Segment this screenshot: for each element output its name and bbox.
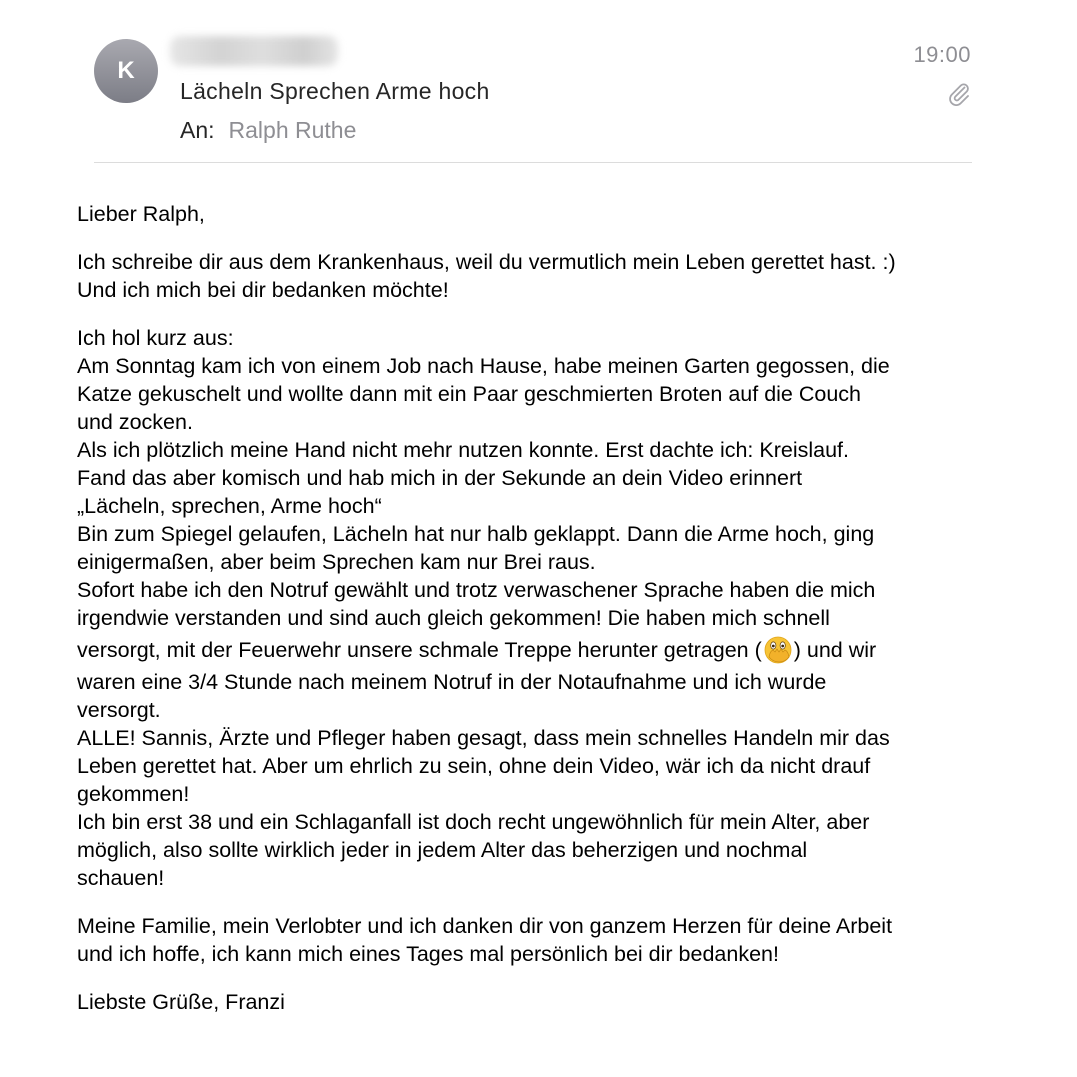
recipient-label: An: — [180, 117, 215, 143]
text-line: Ich bin erst 38 und ein Schlaganfall ist doch recht ungewöhnlich für mein Alter, aber — [77, 810, 870, 834]
paragraph-3 — [77, 912, 1007, 968]
text-line: ALLE! Sannis, Ärzte und Pfleger haben gesagt, dass mein schnelles Handeln mir das — [77, 726, 890, 750]
emoji-line — [77, 632, 1007, 668]
paperclip-icon[interactable] — [946, 80, 972, 106]
text-line: einigermaßen, aber beim Sprechen kam nur Brei raus. — [77, 550, 596, 574]
text-line: Und ich mich bei dir bedanken möchte! — [77, 278, 449, 302]
closing — [77, 988, 1007, 1016]
recipient-name[interactable]: Ralph Ruthe — [228, 117, 357, 143]
text-line: schauen! — [77, 866, 165, 890]
text-line: Leben gerettet hat. Aber um ehrlich zu sein, ohne dein Video, wär ich da nicht drauf — [77, 754, 871, 778]
header-divider — [94, 162, 972, 163]
sender-avatar[interactable]: K — [94, 39, 158, 103]
text-line: möglich, also sollte wirklich jeder in jedem Alter das beherzigen und nochmal — [77, 838, 808, 862]
text-line: Fand das aber komisch und hab mich in der Sekunde an dein Video erinnert — [77, 466, 803, 490]
text-fragment: versorgt, mit der Feuerwehr unsere schmale Treppe herunter getragen ( — [77, 638, 762, 662]
text-line: versorgt. — [77, 698, 161, 722]
recipient-row — [180, 117, 356, 144]
greeting-line: Lieber Ralph, — [77, 202, 205, 226]
paragraph-1 — [77, 248, 1007, 304]
closing-line: Liebste Grüße, Franzi — [77, 990, 285, 1014]
sender-name-blurred — [170, 36, 338, 66]
text-line: Sofort habe ich den Notruf gewählt und trotz verwaschener Sprache haben die mich — [77, 578, 876, 602]
greeting — [77, 200, 1007, 228]
text-line: Ich schreibe dir aus dem Krankenhaus, weil du vermutlich mein Leben gerettet hast. :) — [77, 250, 896, 274]
mail-header — [0, 0, 1077, 170]
text-line: und ich hoffe, ich kann mich eines Tages mal persönlich bei dir bedanken! — [77, 942, 779, 966]
face-with-open-eyes-and-hand-over-mouth-icon — [763, 635, 793, 665]
text-line: Am Sonntag kam ich von einem Job nach Hause, habe meinen Garten gegossen, die — [77, 354, 890, 378]
text-line: „Lächeln, sprechen, Arme hoch“ — [77, 494, 382, 518]
text-fragment: ) und wir — [793, 638, 877, 662]
text-line: irgendwie verstanden und sind auch gleich gekommen! Die haben mich schnell — [77, 606, 830, 630]
text-line: Katze gekuschelt und wollte dann mit ein Paar geschmierten Broten auf die Couch — [77, 382, 862, 406]
text-line: und zocken. — [77, 410, 193, 434]
text-line: Bin zum Spiegel gelaufen, Lächeln hat nur halb geklappt. Dann die Arme hoch, ging — [77, 522, 875, 546]
mail-time: 19:00 — [913, 42, 971, 67]
paragraph-2 — [77, 324, 1007, 892]
text-line: Ich hol kurz aus: — [77, 326, 234, 350]
mail-subject: Lächeln Sprechen Arme hoch — [180, 78, 490, 104]
text-line: gekommen! — [77, 782, 190, 806]
text-line: Meine Familie, mein Verlobter und ich danken dir von ganzem Herzen für deine Arbeit — [77, 914, 893, 938]
text-line: Als ich plötzlich meine Hand nicht mehr nutzen konnte. Erst dachte ich: Kreislauf. — [77, 438, 849, 462]
text-line: waren eine 3/4 Stunde nach meinem Notruf in der Notaufnahme und ich wurde — [77, 670, 827, 694]
mail-body — [77, 200, 1007, 1036]
